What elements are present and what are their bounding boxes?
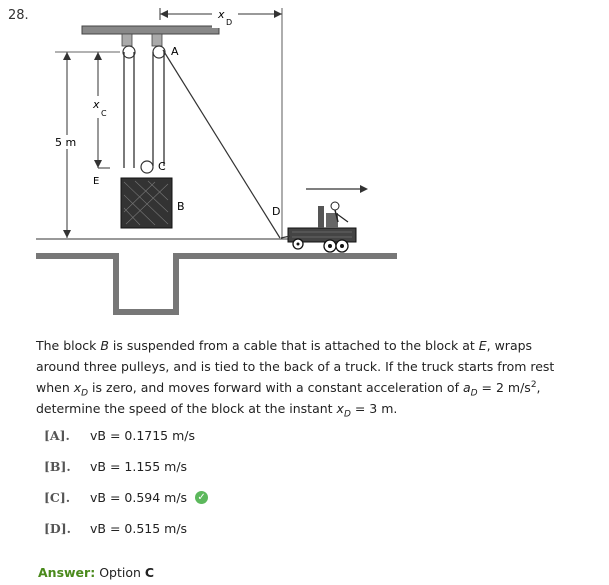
answer-label: Answer: [38, 565, 96, 580]
label-a: A [171, 45, 179, 58]
label-xc: x [93, 98, 100, 111]
answer-prefix: Option [99, 565, 141, 580]
option-text: vB = 1.155 m/s [90, 459, 188, 474]
question-number: 28. [8, 8, 29, 23]
option-text: vB = 0.594 m/s [90, 490, 188, 505]
pulley-c [141, 161, 153, 173]
truck [288, 202, 356, 252]
option-c[interactable] [44, 490, 208, 505]
label-5m: 5 m [55, 136, 77, 149]
ground [36, 256, 397, 312]
check-icon: ✓ [195, 491, 208, 504]
option-text: vB = 0.515 m/s [90, 521, 188, 536]
top-pulley-left [123, 46, 135, 58]
answer-value: C [144, 565, 155, 580]
label-d: D [272, 205, 281, 218]
option-b[interactable] [44, 459, 187, 474]
question-text: The block B is suspended from a cable that is attached to the block at E, wraps around three pulleys, and is tied to the back of a truck. If the truck starts from rest when $x_D$ is zero, and moves forward with a constant acceleration of $a_D = 2$ $m/s^2$, determine the speed of the block at the instant $x_D = 3$ m. [36, 338, 555, 420]
label-xd-sub: D [226, 18, 233, 27]
label-e: E [93, 176, 100, 187]
label-xd: x [218, 8, 225, 21]
top-pulley-a [153, 46, 165, 58]
label-xc-sub: C [101, 109, 107, 118]
ceiling-support [82, 26, 219, 34]
label-c: C [158, 160, 166, 173]
answer-line [38, 565, 154, 580]
option-key: [A]. [44, 428, 70, 443]
option-d[interactable] [44, 521, 187, 536]
label-b: B [177, 200, 185, 213]
option-key: [C]. [44, 490, 71, 505]
option-a[interactable] [44, 428, 195, 443]
option-text: vB = 0.1715 m/s [90, 428, 196, 443]
option-key: [B]. [44, 459, 71, 474]
option-key: [D]. [44, 521, 72, 536]
